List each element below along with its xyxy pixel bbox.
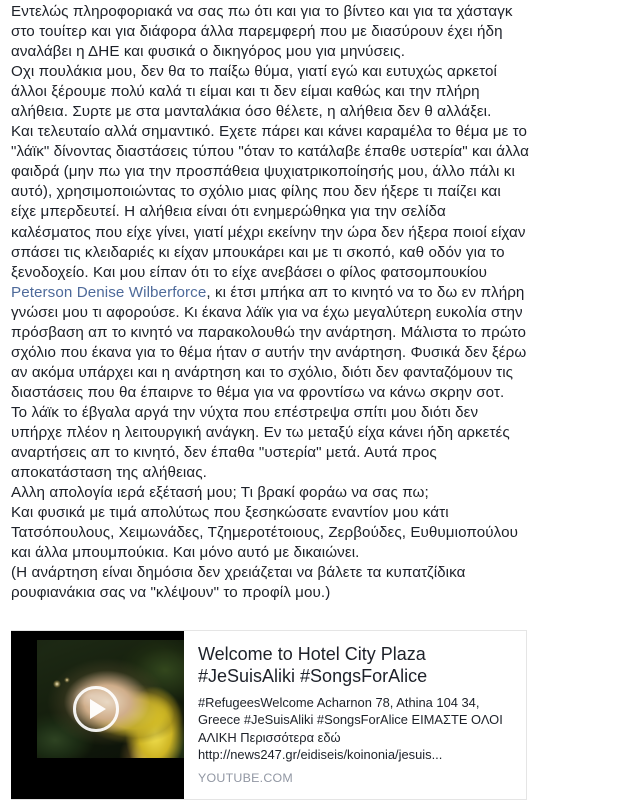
post-paragraph-6: Και φυσικά με τιμά απολύτως που ξεσηκώσατε εναντίον μου κάτι Τατσόπουλους, Χειμωνάδες, Τζημεροτέτοιους, Ζερβούδες, Ευθυμιοπούλου και άλλα μπουμπούκια. Και μόνο αυτό με δικαιώνει. [11, 504, 518, 562]
link-attachment-source: YOUTUBE.COM [198, 770, 293, 785]
play-triangle-icon [90, 699, 106, 719]
post-paragraph-4: Το λάϊκ το έβγαλα αργά την νύχτα που επέστρεψα σπίτι μου διότι δεν υπήρχε πλέον η λειτουργική ανάγκη. Εν τω μεταξύ είχα κάνει ήδη αρκετές αναρτήσεις απ το κινητό, δεν έπαθα "υστερία" μετά. Αυτά προς αποκατάσταση της αλήθειας. [11, 403, 510, 482]
post-paragraph-1: Εντελώς πληροφοριακά να σας πω ότι και για το βίντεο και για τα χάσταγκ στο τουίτερ και για διάφορα άλλα παρεμφερή που με διασύρουν έχει ήδη αναλάβει η ΔΗΕ και φυσικά ο δικηγόρος μου για μηνύσεις. [11, 3, 513, 61]
post-paragraph-5: Αλλη απολογία ιερά εξέτασή μου; Τι βρακί φοράω να σας πω; [11, 484, 429, 502]
link-attachment-info [184, 631, 526, 799]
post-message-body [11, 2, 529, 603]
link-attachment-description: #RefugeesWelcome Acharnon 78, Athina 104 34, Greece #JeSuisAliki #SongsForAlice ΕΙΜΑΣΤΕ ΟΛΟΙ ΑΛΙΚΗ Περισσότερα εδώ http://news247.gr/eidiseis/koinonia/jesuis... [198, 695, 503, 763]
post-paragraph-3 [11, 122, 529, 403]
video-thumbnail[interactable] [11, 631, 184, 799]
link-attachment-card[interactable] [11, 630, 527, 800]
profile-link-peterson-denise-wilberforce[interactable]: Peterson Denise Wilberforce [11, 283, 207, 301]
post-paragraph-7: (Η ανάρτηση είναι δημόσια δεν χρειάζεται να βάλετε τα κυπατζίδικα ρουφιανάκια σας να "κλέψουν" το προφίλ μου.) [11, 564, 466, 602]
play-button-icon[interactable] [73, 686, 119, 732]
link-attachment-title[interactable]: Welcome to Hotel City Plaza #JeSuisAliki #SongsForAlice [198, 644, 428, 686]
post-paragraph-3-post-text: , κι έτσι μπήκα απ το κινητό να το δω εν πλήρη γνώσει μου τι αφορούσε. Κι έκανα λάϊκ για να έχω μεγαλύτερη ευκολία στην πρόσβαση απ το κινητό να παρακολουθώ την ανάρτηση. Μάλιστα το πρώτο σχόλιο που έκανα για το θέμα ήταν σ αυτήν την ανάρτηση. Φυσικά δεν ξέρω αν ακόμα υπάρχει και η ανάρτηση και το σχόλιο, διότι δεν φανταζόμουν τις διαστάσεις που θα έπαιρνε το θέμα για να φροντίσω να κάνω σκρην σοτ. [11, 283, 527, 401]
post-paragraph-3-pre-text: Και τελευταίο αλλά σημαντικό. Εχετε πάρει και κάνει καραμέλα το θέμα με το "λάϊκ" δίνοντας διαστάσεις τύπου "όταν το κατάλαβε έπαθε υστερία" και άλλα φαιδρά (μην πω για την προσπάθεια ψυχιατρικοποίησής μου, άλλο πάλι κι αυτό), χρησιμοποιώντας το σχόλιο μιας φίλης που δεν ήξερε τι παίζει και είχε μπερδευτεί. Η αλήθεια είναι ότι ενημερώθηκα για την σελίδα καλέσματος που είχε γίνει, γιατί μέχρι εκείνην την ώρα δεν ήξερα ποιοί είχαν σπάσει τις κλειδαριές κι είχαν μπουκάρει και με τι σκοπό, καθ οδόν για το ξενοδοχείο. Και μου είπαν ότι το είχε ανεβάσει ο φίλος φατσομπουκίου [11, 123, 529, 281]
post-paragraph-2: Οχι πουλάκια μου, δεν θα το παίξω θύμα, γιατί εγώ και ευτυχώς αρκετοί άλλοι ξέρουμε πολύ καλά τι είμαι και τι δεν είμαι καθώς και την πλήρη αλήθεια. Συρτε με στα μανταλάκια όσο θέλετε, η αλήθεια δεν θ αλλάξει. [11, 63, 497, 121]
